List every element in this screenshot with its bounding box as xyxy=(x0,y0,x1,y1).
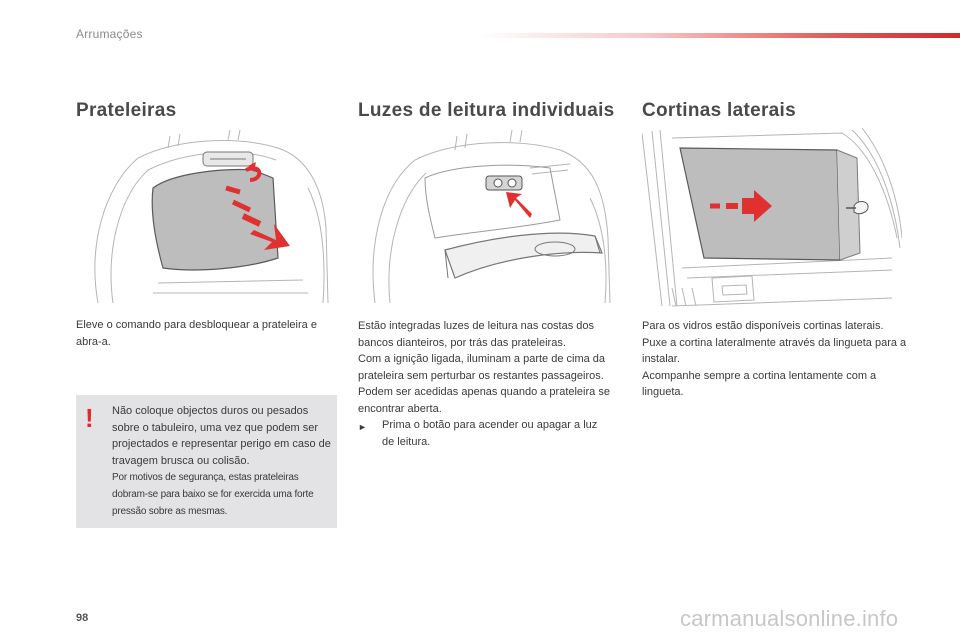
watermark: carmanualsonline.info xyxy=(680,606,899,631)
section-title-luzes-leitura: Luzes de leitura individuais xyxy=(358,100,615,121)
section-title-prateleiras: Prateleiras xyxy=(76,100,177,121)
cortinas-paragraph-2: Puxe a cortina lateralmente através da lingueta para a instalar. xyxy=(642,336,907,365)
warning-exclamation-icon: ! xyxy=(85,403,94,433)
warning-text: Não coloque objectos duros ou pesados sobre o tabuleiro, uma vez que podem ser projectados e representar perigo em caso de travagem brusca ou colisão. xyxy=(112,405,331,467)
page-number: 98 xyxy=(76,612,89,624)
bullet-marker-icon: ► xyxy=(358,422,367,432)
header-accent-bar xyxy=(478,33,960,38)
section-title-cortinas-laterais: Cortinas laterais xyxy=(642,100,796,121)
warning-note: Por motivos de segurança, estas prateleiras dobram-se para baixo se for exercida uma forte pressão sobre as mesmas. xyxy=(112,472,314,517)
seat-shelf-illustration xyxy=(78,128,338,308)
header-title: Arrumações xyxy=(76,27,143,41)
cortinas-paragraph-3: Acompanhe sempre a cortina lentamente com a lingueta. xyxy=(642,369,877,398)
luzes-leitura-text xyxy=(358,318,610,450)
warning-box xyxy=(76,395,337,528)
luzes-paragraph-3: Podem ser acedidas apenas quando a prateleira se encontrar aberta. xyxy=(358,386,610,415)
luzes-paragraph-1: Estão integradas luzes de leitura nas costas dos bancos dianteiros, por trás das prateleiras. xyxy=(358,320,595,349)
luzes-bullet xyxy=(358,417,610,450)
luzes-paragraph-2: Com a ignição ligada, iluminam a parte de cima da prateleira sem perturbar os restantes passageiros. xyxy=(358,353,606,382)
prateleiras-paragraph: Eleve o comando para desbloquear a prateleira e abra-a. xyxy=(76,319,317,348)
luzes-bullet-text: Prima o botão para acender ou apagar a luz de leitura. xyxy=(382,419,598,448)
cortinas-paragraph-1: Para os vidros estão disponíveis cortinas laterais. xyxy=(642,320,884,332)
cortinas-laterais-text xyxy=(642,318,910,401)
prateleiras-text xyxy=(76,317,340,350)
side-curtain-illustration xyxy=(642,128,902,308)
reading-light-illustration xyxy=(360,128,620,308)
